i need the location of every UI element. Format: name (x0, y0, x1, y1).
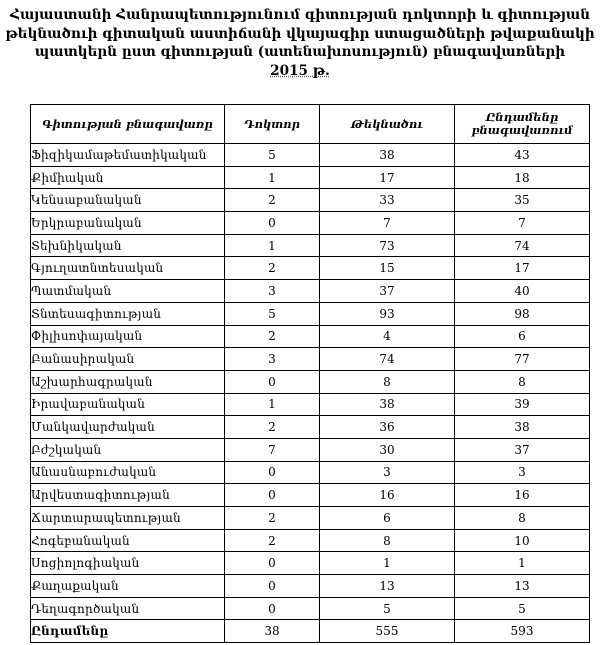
table-row (31, 552, 590, 575)
cell-doctor: 0 (225, 484, 320, 507)
cell-field: Գյուղատնտեսական (31, 257, 225, 280)
cell-field: Բժշկական (31, 438, 225, 461)
cell-candidate: 5 (320, 597, 455, 620)
header-candidate: Թեկնածու (320, 105, 455, 144)
statistics-table (30, 104, 590, 643)
cell-field: Անասնաբուժական (31, 461, 225, 484)
cell-doctor: 2 (225, 189, 320, 212)
cell-total: 40 (455, 280, 590, 303)
table-row (31, 348, 590, 371)
cell-doctor: 0 (225, 552, 320, 575)
title-line: պատկերն ըստ գիտության (ատենախոսություն) բնագավառների (34, 44, 566, 60)
cell-doctor: 2 (225, 507, 320, 530)
title-line: Հայաստանի Հանրապետությունում գիտության դոկտորի և գիտության (9, 7, 591, 23)
cell-total: 5 (455, 597, 590, 620)
table-row (31, 529, 590, 552)
cell-candidate: 93 (320, 302, 455, 325)
header-field: Գիտության բնագավառը (31, 105, 225, 144)
cell-doctor: 0 (225, 461, 320, 484)
cell-field: Ճարտարապետության (31, 507, 225, 530)
cell-field: Քիմիական (31, 166, 225, 189)
table-row (31, 438, 590, 461)
cell-field: Արվեստագիտության (31, 484, 225, 507)
cell-candidate: 38 (320, 393, 455, 416)
table-row (31, 416, 590, 439)
cell-candidate: 17 (320, 166, 455, 189)
cell-total: 77 (455, 348, 590, 371)
total-label: Ընդամենը (31, 620, 225, 643)
cell-candidate: 16 (320, 484, 455, 507)
header-doctor: Դոկտոր (225, 105, 320, 144)
table-row (31, 144, 590, 167)
cell-doctor: 1 (225, 393, 320, 416)
total-sum: 593 (455, 620, 590, 643)
cell-doctor: 5 (225, 302, 320, 325)
cell-candidate: 15 (320, 257, 455, 280)
cell-field: Կենսաբանական (31, 189, 225, 212)
cell-candidate: 8 (320, 370, 455, 393)
cell-doctor: 2 (225, 416, 320, 439)
cell-field: Սոցիոլոգիական (31, 552, 225, 575)
table-row (31, 575, 590, 598)
cell-field: Պատմական (31, 280, 225, 303)
table-row (31, 280, 590, 303)
total-candidate: 555 (320, 620, 455, 643)
cell-candidate: 36 (320, 416, 455, 439)
table-total-row (31, 620, 590, 643)
cell-candidate: 37 (320, 280, 455, 303)
table-row (31, 166, 590, 189)
document-title (0, 6, 600, 80)
title-line: թեկնածուի գիտական աստիճանի վկայագիր ստացածների թվաքանակի (5, 25, 595, 42)
cell-field: Տեխնիկական (31, 234, 225, 257)
cell-doctor: 5 (225, 144, 320, 167)
cell-doctor: 7 (225, 438, 320, 461)
cell-field: Հոգեբանական (31, 529, 225, 552)
cell-field: Մանկավարժական (31, 416, 225, 439)
cell-field: Տնտեսագիտության (31, 302, 225, 325)
cell-candidate: 8 (320, 529, 455, 552)
table-row (31, 507, 590, 530)
table-row (31, 325, 590, 348)
table-row (31, 597, 590, 620)
cell-doctor: 1 (225, 166, 320, 189)
cell-total: 7 (455, 212, 590, 235)
cell-total: 18 (455, 166, 590, 189)
cell-total: 8 (455, 507, 590, 530)
cell-field: Իրավաբանական (31, 393, 225, 416)
table-header-row (31, 105, 590, 144)
cell-field: Երկրաբանական (31, 212, 225, 235)
cell-doctor: 1 (225, 234, 320, 257)
cell-doctor: 2 (225, 257, 320, 280)
cell-total: 39 (455, 393, 590, 416)
table-row (31, 393, 590, 416)
cell-field: Դեղագործական (31, 597, 225, 620)
cell-total: 43 (455, 144, 590, 167)
cell-candidate: 7 (320, 212, 455, 235)
cell-candidate: 4 (320, 325, 455, 348)
cell-total: 98 (455, 302, 590, 325)
title-year: 2015 թ. (270, 62, 330, 79)
header-total: Ընդամենը բնագավառում (455, 105, 590, 144)
table-row (31, 189, 590, 212)
table-body (31, 144, 590, 620)
cell-doctor: 0 (225, 597, 320, 620)
table-row (31, 484, 590, 507)
cell-candidate: 1 (320, 552, 455, 575)
cell-total: 13 (455, 575, 590, 598)
table-row (31, 212, 590, 235)
cell-candidate: 30 (320, 438, 455, 461)
cell-total: 37 (455, 438, 590, 461)
cell-field: Քաղաքական (31, 575, 225, 598)
cell-doctor: 3 (225, 280, 320, 303)
table-row (31, 302, 590, 325)
total-doctor: 38 (225, 620, 320, 643)
cell-doctor: 0 (225, 575, 320, 598)
table-row (31, 257, 590, 280)
cell-total: 6 (455, 325, 590, 348)
cell-candidate: 74 (320, 348, 455, 371)
cell-doctor: 3 (225, 348, 320, 371)
cell-total: 3 (455, 461, 590, 484)
cell-candidate: 73 (320, 234, 455, 257)
cell-candidate: 33 (320, 189, 455, 212)
cell-doctor: 0 (225, 212, 320, 235)
cell-candidate: 13 (320, 575, 455, 598)
cell-total: 35 (455, 189, 590, 212)
cell-total: 1 (455, 552, 590, 575)
cell-total: 17 (455, 257, 590, 280)
cell-total: 74 (455, 234, 590, 257)
cell-candidate: 38 (320, 144, 455, 167)
cell-candidate: 6 (320, 507, 455, 530)
table-row (31, 461, 590, 484)
cell-field: Բանասիրական (31, 348, 225, 371)
cell-candidate: 3 (320, 461, 455, 484)
cell-field: Փիլիսոփայական (31, 325, 225, 348)
cell-total: 38 (455, 416, 590, 439)
cell-total: 8 (455, 370, 590, 393)
table-row (31, 370, 590, 393)
cell-field: Ֆիզիկամաթեմատիկական (31, 144, 225, 167)
cell-doctor: 2 (225, 325, 320, 348)
table-row (31, 234, 590, 257)
cell-total: 16 (455, 484, 590, 507)
cell-doctor: 0 (225, 370, 320, 393)
cell-doctor: 2 (225, 529, 320, 552)
cell-field: Աշխարհագրական (31, 370, 225, 393)
cell-total: 10 (455, 529, 590, 552)
